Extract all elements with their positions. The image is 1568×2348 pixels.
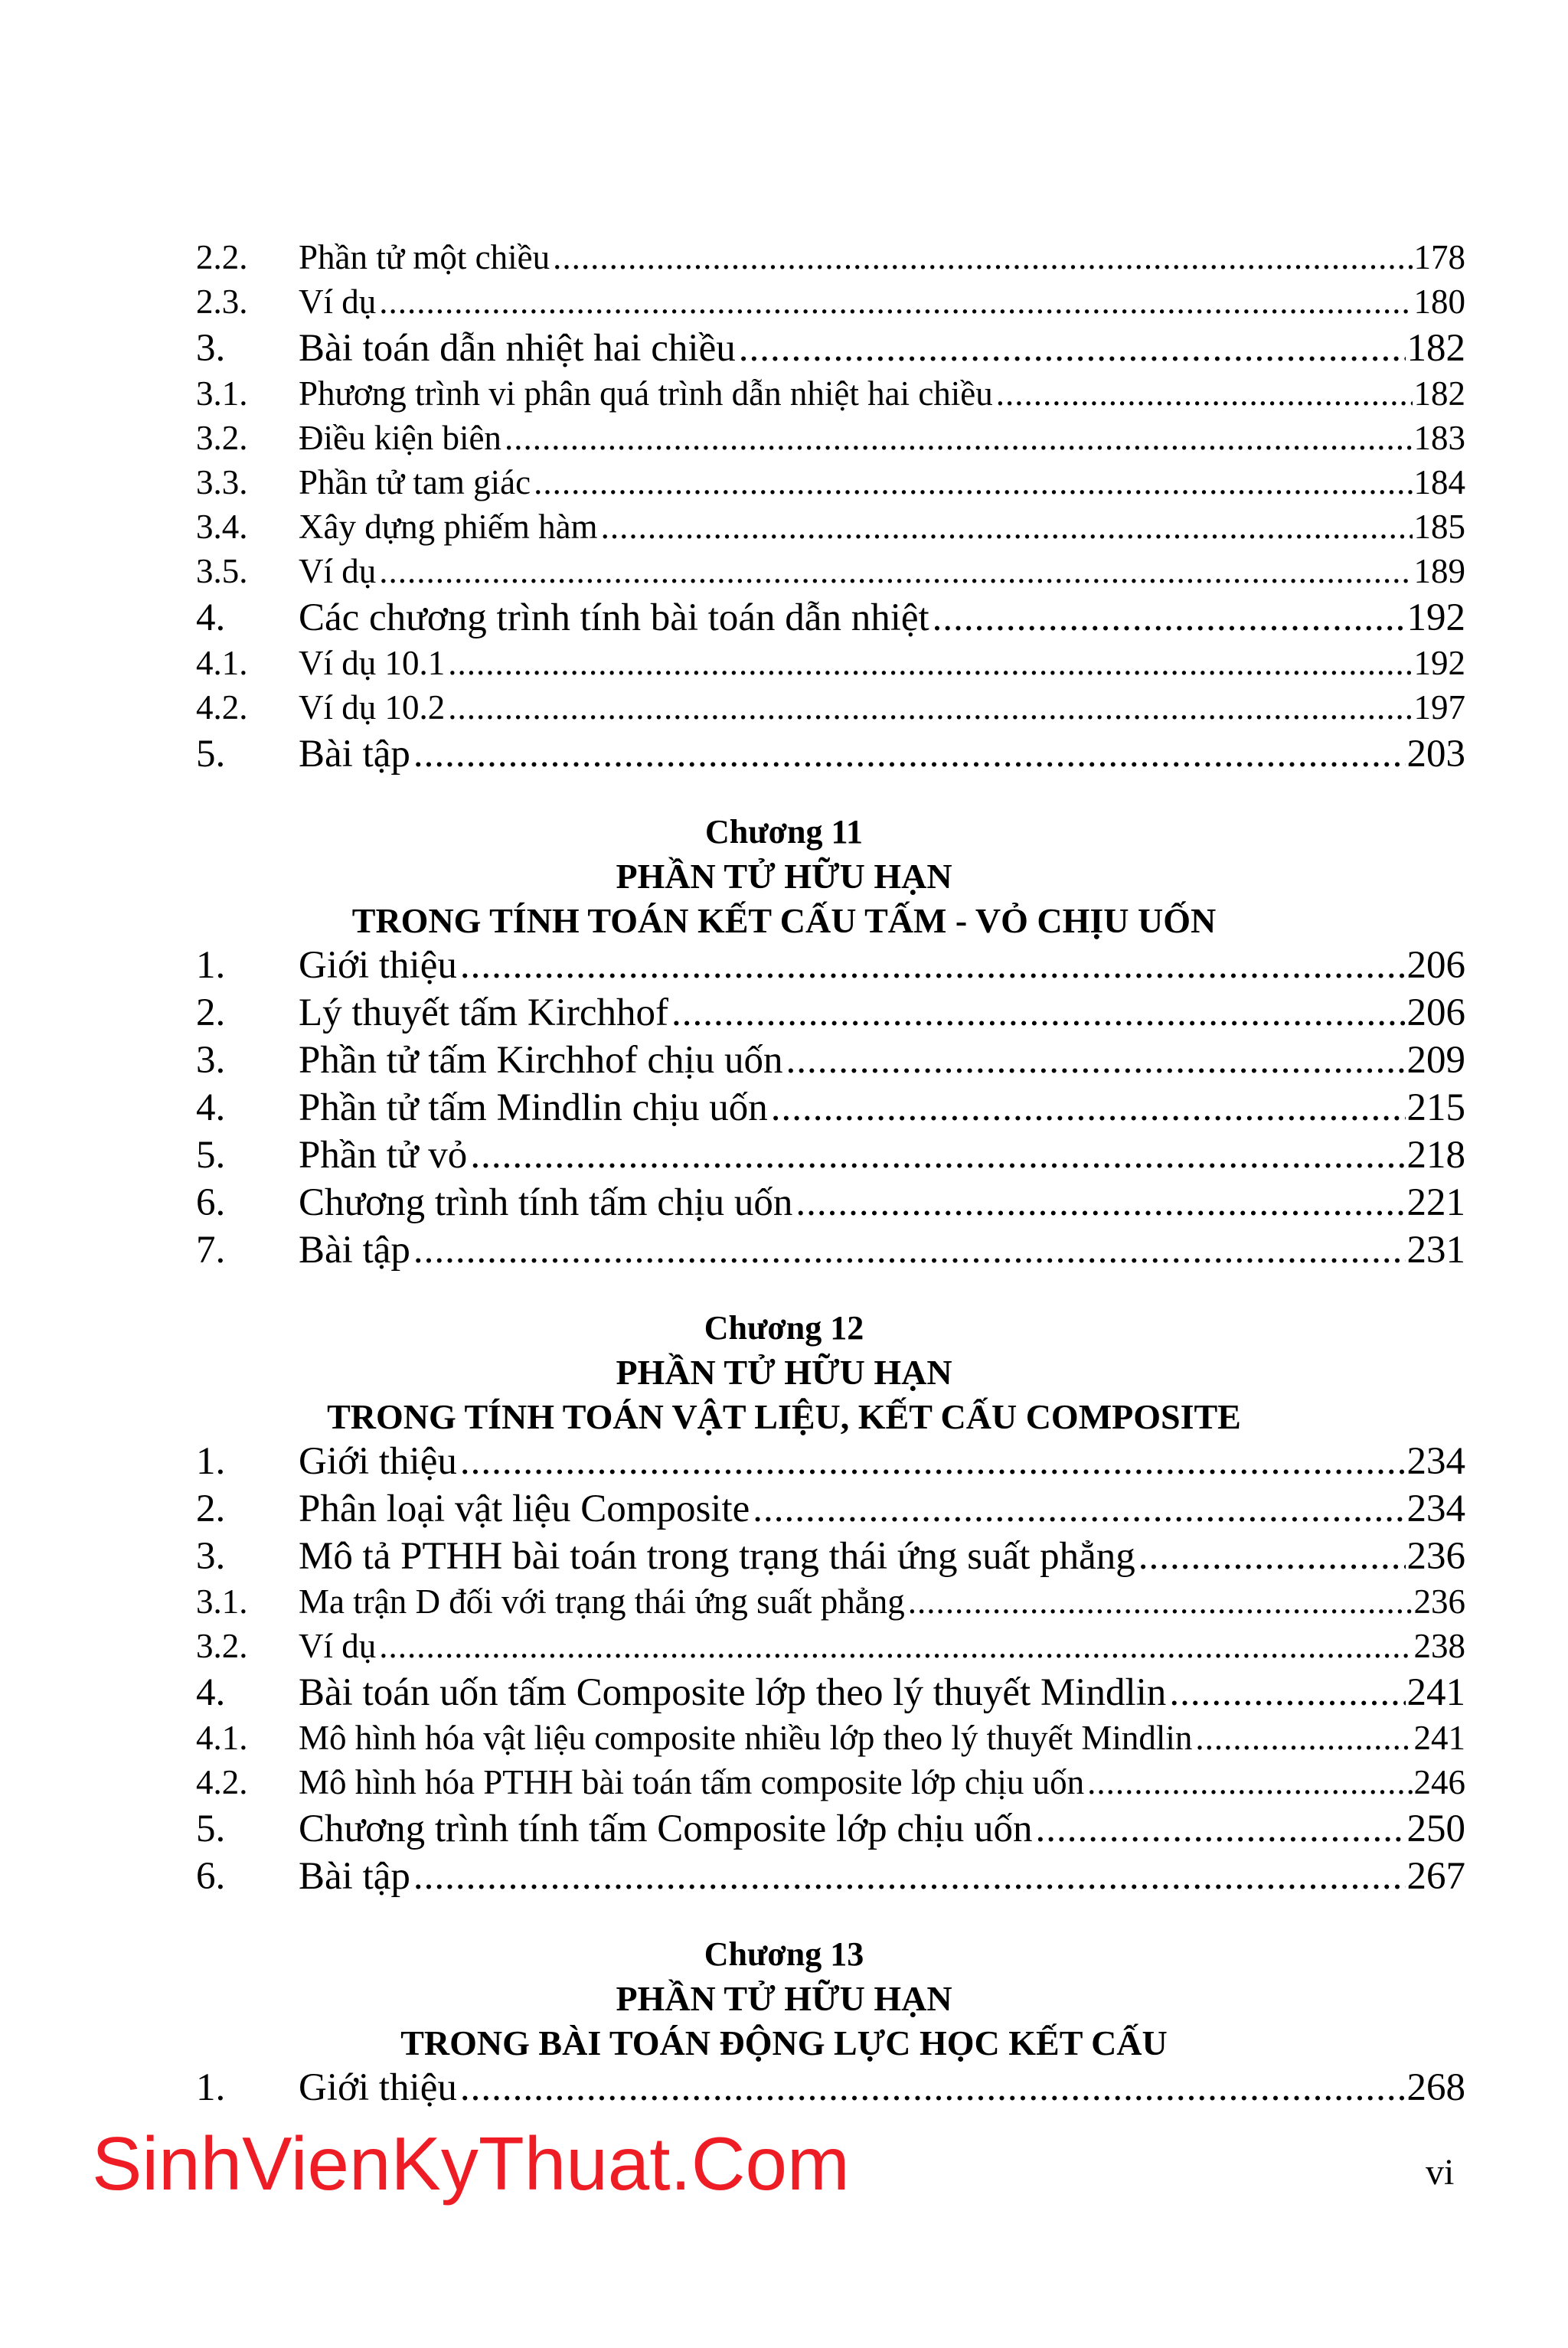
- leader-dots: [771, 1086, 1406, 1130]
- toc-entry-number: 2.2.: [196, 238, 248, 276]
- toc-entry-page: 182: [1406, 327, 1465, 370]
- chapter-number: Chương 12: [704, 1309, 864, 1347]
- toc-entry-number: 1.: [196, 1440, 226, 1483]
- leader-dots: [996, 374, 1413, 413]
- toc-entry: [196, 1228, 1465, 1275]
- toc-entry-page: 209: [1406, 1039, 1465, 1082]
- toc-entry-title: Ví dụ: [299, 552, 377, 590]
- toc-entry: [196, 507, 1465, 551]
- leader-dots: [933, 596, 1406, 640]
- toc-entry-title: Các chương trình tính bài toán dẫn nhiệt: [299, 596, 929, 639]
- toc-entry-page: 206: [1406, 991, 1465, 1034]
- toc-entry-page: 192: [1413, 644, 1465, 682]
- toc-entry: [196, 943, 1465, 991]
- toc-entry: [196, 1582, 1465, 1626]
- toc-entry-title: Bài toán dẫn nhiệt hai chiều: [299, 327, 736, 370]
- toc-entry-page: 236: [1406, 1535, 1465, 1578]
- table-of-contents: [196, 237, 1465, 2113]
- toc-entry-number: 1.: [196, 944, 226, 987]
- toc-entry-page: 234: [1406, 1440, 1465, 1483]
- toc-entry-page: 221: [1406, 1181, 1465, 1224]
- toc-entry-page: 206: [1406, 944, 1465, 987]
- toc-entry-title: Phương trình vi phân quá trình dẫn nhiệt hai chiều: [299, 374, 993, 413]
- toc-entry: [196, 551, 1465, 596]
- toc-entry-number: 3.2.: [196, 1627, 248, 1665]
- leader-dots: [470, 1133, 1405, 1177]
- toc-entry-page: 236: [1413, 1582, 1465, 1621]
- toc-entry: [196, 1670, 1465, 1718]
- toc-entry-page: 246: [1413, 1763, 1465, 1801]
- toc-entry: [196, 1854, 1465, 1902]
- toc-entry-title: Mô hình hóa vật liệu composite nhiều lớp theo lý thuyết Mindlin: [299, 1719, 1193, 1757]
- leader-dots: [379, 282, 1412, 322]
- chapter-number: Chương 11: [704, 813, 864, 851]
- toc-entry: [196, 374, 1465, 418]
- leader-dots: [553, 237, 1412, 277]
- toc-entry-title: Chương trình tính tấm Composite lớp chịu uốn: [299, 1808, 1033, 1850]
- toc-entry-number: 3.5.: [196, 552, 248, 590]
- toc-entry: [196, 1086, 1465, 1133]
- toc-entry-number: 3.2.: [196, 419, 248, 457]
- chapter-heading: [0, 810, 1568, 943]
- toc-entry-number: 6.: [196, 1181, 226, 1224]
- toc-entry: [196, 596, 1465, 643]
- leader-dots: [601, 507, 1413, 547]
- toc-entry-number: 3.3.: [196, 463, 248, 501]
- toc-entry-number: 5.: [196, 733, 226, 776]
- leader-dots: [786, 1038, 1405, 1083]
- toc-entry: [196, 2066, 1465, 2113]
- toc-entry: [196, 1807, 1465, 1854]
- toc-entry: [196, 326, 1465, 374]
- toc-entry: [196, 687, 1465, 732]
- toc-entry-number: 5.: [196, 1808, 226, 1850]
- toc-entry-page: 250: [1406, 1808, 1465, 1850]
- toc-entry-number: 4.2.: [196, 688, 248, 727]
- toc-entry-title: Xây dựng phiếm hàm: [299, 508, 598, 546]
- toc-entry-page: 178: [1413, 238, 1465, 276]
- toc-entry: [196, 643, 1465, 687]
- leader-dots: [739, 326, 1406, 371]
- chapter-title-line: TRONG BÀI TOÁN ĐỘNG LỰC HỌC KẾT CẤU: [400, 2023, 1168, 2062]
- toc-entry-page: 185: [1413, 508, 1465, 546]
- toc-entry-number: 1.: [196, 2066, 226, 2109]
- chapter-title-line: TRONG TÍNH TOÁN KẾT CẤU TẤM - VỎ CHỊU UỐN: [351, 901, 1217, 940]
- leader-dots: [1035, 1807, 1405, 1851]
- toc-entry-number: 2.: [196, 991, 226, 1034]
- toc-entry-page: 183: [1413, 419, 1465, 457]
- toc-entry-title: Mô hình hóa PTHH bài toán tấm composite lớp chịu uốn: [299, 1763, 1085, 1801]
- chapter-title-line: PHẦN TỬ HỮU HẠN: [616, 1979, 952, 2018]
- leader-dots: [908, 1582, 1413, 1621]
- toc-entry-page: 218: [1406, 1134, 1465, 1177]
- toc-entry: [196, 1038, 1465, 1086]
- toc-entry-number: 2.: [196, 1488, 226, 1530]
- toc-entry-title: Mô tả PTHH bài toán trong trạng thái ứng suất phẳng: [299, 1535, 1135, 1578]
- chapter-title-line: TRONG TÍNH TOÁN VẬT LIỆU, KẾT CẤU COMPOSITE: [327, 1397, 1241, 1436]
- chapter-heading: [0, 1306, 1568, 1439]
- toc-entry-number: 4.2.: [196, 1763, 248, 1801]
- toc-entry-title: Điều kiện biên: [299, 419, 501, 457]
- toc-entry-page: 268: [1406, 2066, 1465, 2109]
- toc-entry-page: 189: [1413, 552, 1465, 590]
- toc-entry-title: Phần tử một chiều: [299, 238, 550, 276]
- toc-entry-page: 184: [1413, 463, 1465, 501]
- toc-entry-title: Phần tử tam giác: [299, 463, 531, 501]
- toc-entry-title: Chương trình tính tấm chịu uốn: [299, 1181, 793, 1224]
- toc-entry-title: Ví dụ 10.2: [299, 688, 446, 727]
- toc-entry: [196, 732, 1465, 779]
- toc-entry-number: 4.: [196, 596, 226, 639]
- toc-entry-title: Giới thiệu: [299, 944, 457, 987]
- toc-entry-title: Ví dụ: [299, 1627, 377, 1665]
- toc-entry-page: 241: [1406, 1671, 1465, 1714]
- page-number: vi: [1426, 2152, 1455, 2193]
- leader-dots: [413, 1854, 1406, 1899]
- leader-dots: [1138, 1534, 1406, 1579]
- toc-entry: [196, 1181, 1465, 1228]
- leader-dots: [460, 943, 1406, 988]
- toc-entry-title: Ví dụ: [299, 282, 377, 321]
- toc-entry-number: 3.1.: [196, 374, 248, 413]
- toc-entry-title: Ví dụ 10.1: [299, 644, 446, 682]
- leader-dots: [448, 687, 1412, 727]
- toc-entry-title: Giới thiệu: [299, 1440, 457, 1483]
- leader-dots: [379, 551, 1412, 591]
- toc-entry-number: 3.: [196, 1535, 226, 1578]
- toc-entry: [196, 1439, 1465, 1487]
- toc-entry-page: 215: [1406, 1086, 1465, 1129]
- leader-dots: [671, 991, 1406, 1035]
- leader-dots: [460, 1439, 1406, 1484]
- toc-entry-number: 3.: [196, 327, 226, 370]
- toc-entry-number: 5.: [196, 1134, 226, 1177]
- leader-dots: [379, 1626, 1412, 1666]
- toc-entry-number: 7.: [196, 1229, 226, 1272]
- toc-entry-title: Phần tử vỏ: [299, 1134, 468, 1177]
- toc-entry: [196, 237, 1465, 282]
- leader-dots: [1169, 1670, 1405, 1715]
- leader-dots: [753, 1487, 1405, 1531]
- toc-entry-page: 180: [1413, 282, 1465, 321]
- toc-entry: [196, 1718, 1465, 1762]
- toc-entry: [196, 1487, 1465, 1534]
- toc-entry-number: 2.3.: [196, 282, 248, 321]
- toc-entry: [196, 1534, 1465, 1582]
- leader-dots: [1087, 1762, 1412, 1802]
- leader-dots: [505, 418, 1413, 458]
- toc-entry-page: 203: [1406, 733, 1465, 776]
- leader-dots: [460, 2066, 1406, 2110]
- leader-dots: [795, 1181, 1405, 1225]
- leader-dots: [413, 1228, 1406, 1272]
- leader-dots: [448, 643, 1412, 683]
- toc-entry-page: 238: [1413, 1627, 1465, 1665]
- toc-entry-page: 231: [1406, 1229, 1465, 1272]
- toc-entry-title: Lý thuyết tấm Kirchhof: [299, 991, 668, 1034]
- toc-entry-title: Bài tập: [299, 1229, 410, 1272]
- toc-entry-number: 3.1.: [196, 1582, 248, 1621]
- toc-entry: [196, 462, 1465, 507]
- toc-entry: [196, 991, 1465, 1038]
- toc-entry-title: Bài toán uốn tấm Composite lớp theo lý thuyết Mindlin: [299, 1671, 1167, 1714]
- toc-entry-title: Phân loại vật liệu Composite: [299, 1488, 750, 1530]
- toc-entry-number: 4.1.: [196, 1719, 248, 1757]
- toc-entry: [196, 1133, 1465, 1181]
- toc-entry: [196, 282, 1465, 326]
- leader-dots: [534, 462, 1412, 502]
- toc-entry: [196, 1626, 1465, 1670]
- toc-entry-title: Bài tập: [299, 1855, 410, 1898]
- toc-entry-page: 182: [1413, 374, 1465, 413]
- leader-dots: [1195, 1718, 1412, 1758]
- leader-dots: [413, 732, 1406, 776]
- toc-entry-page: 267: [1406, 1855, 1465, 1898]
- toc-entry-page: 197: [1413, 688, 1465, 727]
- toc-entry-title: Phần tử tấm Mindlin chịu uốn: [299, 1086, 768, 1129]
- watermark-text: SinhVienKyThuat.Com: [92, 2121, 850, 2206]
- toc-entry-title: Ma trận D đối với trạng thái ứng suất phẳng: [299, 1582, 905, 1621]
- toc-entry-number: 4.: [196, 1671, 226, 1714]
- toc-entry-page: 241: [1413, 1719, 1465, 1757]
- chapter-title-line: PHẦN TỬ HỮU HẠN: [616, 1353, 952, 1392]
- toc-entry-number: 4.1.: [196, 644, 248, 682]
- toc-entry-title: Bài tập: [299, 733, 410, 776]
- toc-entry-page: 234: [1406, 1488, 1465, 1530]
- toc-entry-page: 192: [1406, 596, 1465, 639]
- chapter-title-line: PHẦN TỬ HỮU HẠN: [616, 857, 952, 896]
- toc-entry-number: 4.: [196, 1086, 226, 1129]
- toc-entry: [196, 418, 1465, 462]
- toc-entry-number: 3.4.: [196, 508, 248, 546]
- toc-entry-number: 3.: [196, 1039, 226, 1082]
- chapter-heading: [0, 1932, 1568, 2066]
- toc-entry-number: 6.: [196, 1855, 226, 1898]
- toc-entry-title: Giới thiệu: [299, 2066, 457, 2109]
- toc-entry-title: Phần tử tấm Kirchhof chịu uốn: [299, 1039, 783, 1082]
- toc-entry: [196, 1762, 1465, 1807]
- chapter-number: Chương 13: [704, 1935, 864, 1973]
